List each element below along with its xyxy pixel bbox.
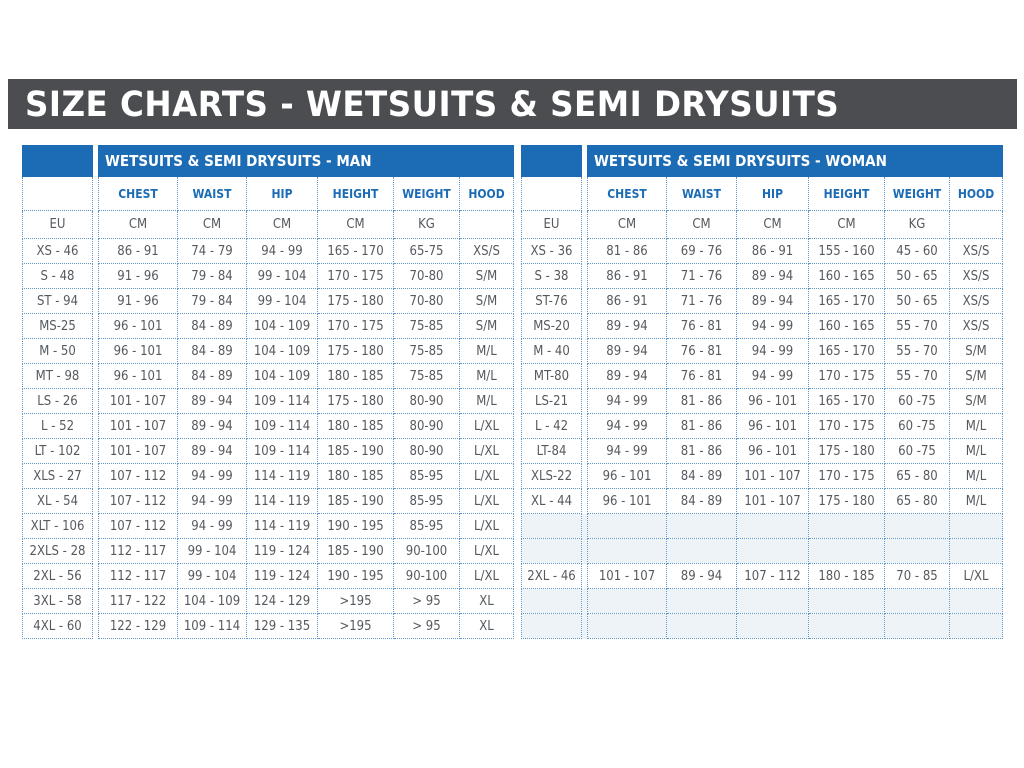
value-cell: M/L [460,364,514,389]
value-cell: 107 - 112 [99,464,178,489]
value-cell: 94 - 99 [737,339,809,364]
header-blank-cell [23,177,93,211]
value-cell: L/XL [460,564,514,589]
value-cell: 175 - 180 [318,339,394,364]
value-cell: 55 - 70 [885,364,950,389]
value-cell: 124 - 129 [247,589,318,614]
value-cell: XS/S [950,289,1003,314]
value-cell: 119 - 124 [247,564,318,589]
value-cell: >195 [318,589,394,614]
value-cell: L/XL [460,514,514,539]
value-cell: 170 - 175 [809,364,885,389]
value-cell: 109 - 114 [247,389,318,414]
empty-cell [667,589,737,614]
value-cell: M/L [950,489,1003,514]
empty-cell [737,614,809,639]
value-cell: 101 - 107 [99,389,178,414]
value-cell: M/L [460,389,514,414]
table-row [23,314,514,339]
value-cell: 96 - 101 [588,464,667,489]
value-cell: 104 - 109 [247,339,318,364]
table-row [522,489,1003,514]
unit-cell: KG [394,211,460,239]
value-cell: 71 - 76 [667,264,737,289]
table-row [522,339,1003,364]
value-cell: 94 - 99 [178,514,247,539]
man-header-row [23,177,514,211]
size-cell: 3XL - 58 [23,589,93,614]
value-cell: 109 - 114 [178,614,247,639]
value-cell: 84 - 89 [667,464,737,489]
value-cell: 107 - 112 [99,489,178,514]
column-header: HIP [737,177,809,211]
value-cell: 190 - 195 [318,514,394,539]
column-header: WAIST [178,177,247,211]
value-cell: 114 - 119 [247,489,318,514]
woman-corner-cell [522,146,582,177]
unit-cell: CM [588,211,667,239]
table-row [522,264,1003,289]
value-cell: S/M [950,389,1003,414]
value-cell: 165 - 170 [809,339,885,364]
table-row [23,589,514,614]
table-row [23,414,514,439]
value-cell: 96 - 101 [737,389,809,414]
unit-cell: CM [178,211,247,239]
man-title-row [23,146,514,177]
value-cell: 99 - 104 [247,289,318,314]
table-row [522,364,1003,389]
size-cell: XS - 46 [23,239,93,264]
value-cell: 185 - 190 [318,539,394,564]
empty-cell [588,614,667,639]
value-cell: 175 - 180 [809,489,885,514]
value-cell: 180 - 185 [318,414,394,439]
value-cell: 122 - 129 [99,614,178,639]
value-cell: 165 - 170 [809,289,885,314]
unit-cell: CM [809,211,885,239]
value-cell: 165 - 170 [809,389,885,414]
value-cell: 60 -75 [885,389,950,414]
value-cell: 107 - 112 [99,514,178,539]
column-header: WEIGHT [885,177,950,211]
value-cell: 80-90 [394,414,460,439]
table-row [23,564,514,589]
unit-cell: EU [23,211,93,239]
value-cell: 104 - 109 [247,364,318,389]
size-cell: M - 50 [23,339,93,364]
woman-title-row [522,146,1003,177]
value-cell: 170 - 175 [318,264,394,289]
size-cell: XLS-22 [522,464,582,489]
value-cell: 89 - 94 [588,314,667,339]
value-cell: 90-100 [394,539,460,564]
size-cell: LT - 102 [23,439,93,464]
value-cell: 104 - 109 [178,589,247,614]
table-row [522,289,1003,314]
value-cell: 119 - 124 [247,539,318,564]
table-row [23,489,514,514]
value-cell: > 95 [394,614,460,639]
value-cell: 94 - 99 [588,414,667,439]
size-cell: MT-80 [522,364,582,389]
value-cell: 89 - 94 [588,364,667,389]
value-cell: L/XL [460,464,514,489]
table-row [23,239,514,264]
value-cell: L/XL [950,564,1003,589]
size-cell: LS - 26 [23,389,93,414]
empty-table-row [522,589,1003,614]
value-cell: 55 - 70 [885,339,950,364]
empty-cell [588,589,667,614]
table-row [522,439,1003,464]
value-cell: 65-75 [394,239,460,264]
value-cell: M/L [950,414,1003,439]
value-cell: 160 - 165 [809,264,885,289]
value-cell: M/L [950,439,1003,464]
value-cell: 85-95 [394,489,460,514]
table-row [23,439,514,464]
value-cell: 94 - 99 [247,239,318,264]
empty-cell [950,589,1003,614]
empty-cell [809,589,885,614]
column-header: HOOD [950,177,1003,211]
value-cell: 89 - 94 [667,564,737,589]
table-row [522,564,1003,589]
value-cell: 75-85 [394,364,460,389]
value-cell: 74 - 79 [178,239,247,264]
size-cell: ST - 94 [23,289,93,314]
value-cell: 70-80 [394,264,460,289]
table-row [522,314,1003,339]
empty-cell [667,514,737,539]
value-cell: L/XL [460,439,514,464]
value-cell: 76 - 81 [667,364,737,389]
value-cell: 114 - 119 [247,514,318,539]
column-header: HEIGHT [318,177,394,211]
man-table-title: WETSUITS & SEMI DRYSUITS - MAN [99,146,514,177]
value-cell: 185 - 190 [318,489,394,514]
size-cell: S - 38 [522,264,582,289]
value-cell: 89 - 94 [178,414,247,439]
empty-cell [950,539,1003,564]
table-row [23,339,514,364]
unit-cell: CM [667,211,737,239]
value-cell: 94 - 99 [178,489,247,514]
empty-cell [737,539,809,564]
value-cell: 75-85 [394,339,460,364]
size-cell: LT-84 [522,439,582,464]
size-cell: 4XL - 60 [23,614,93,639]
size-cell: XS - 36 [522,239,582,264]
value-cell: 85-95 [394,464,460,489]
table-row [23,464,514,489]
value-cell: 94 - 99 [178,464,247,489]
column-header: WEIGHT [394,177,460,211]
value-cell: XS/S [460,239,514,264]
value-cell: 50 - 65 [885,264,950,289]
value-cell: 65 - 80 [885,489,950,514]
size-cell: MT - 98 [23,364,93,389]
size-cell: MS-20 [522,314,582,339]
value-cell: 89 - 94 [588,339,667,364]
value-cell: 50 - 65 [885,289,950,314]
value-cell: 129 - 135 [247,614,318,639]
value-cell: 170 - 175 [809,464,885,489]
table-row [23,539,514,564]
value-cell: 104 - 109 [247,314,318,339]
value-cell: M/L [460,339,514,364]
page-title: SIZE CHARTS - WETSUITS & SEMI DRYSUITS [25,85,840,125]
value-cell: 76 - 81 [667,339,737,364]
empty-table-row [522,614,1003,639]
unit-cell: CM [99,211,178,239]
empty-cell [667,614,737,639]
value-cell: 70-80 [394,289,460,314]
value-cell: 101 - 107 [737,489,809,514]
value-cell: 75-85 [394,314,460,339]
empty-cell [809,539,885,564]
value-cell: XS/S [950,264,1003,289]
value-cell: 86 - 91 [737,239,809,264]
value-cell: 60 -75 [885,414,950,439]
table-row [522,389,1003,414]
value-cell: 180 - 185 [318,464,394,489]
value-cell: 96 - 101 [737,439,809,464]
value-cell: 86 - 91 [99,239,178,264]
empty-cell [588,539,667,564]
value-cell: 180 - 185 [809,564,885,589]
value-cell: 71 - 76 [667,289,737,314]
empty-cell [667,539,737,564]
value-cell: XS/S [950,314,1003,339]
value-cell: 84 - 89 [178,339,247,364]
value-cell: 84 - 89 [178,364,247,389]
unit-cell [950,211,1003,239]
value-cell: XL [460,614,514,639]
size-cell: XLS - 27 [23,464,93,489]
value-cell: M/L [950,464,1003,489]
empty-cell [737,514,809,539]
woman-size-table [521,145,1003,639]
value-cell: 117 - 122 [99,589,178,614]
value-cell: 65 - 80 [885,464,950,489]
table-row [23,264,514,289]
empty-table-row [522,539,1003,564]
woman-header-row [522,177,1003,211]
value-cell: 185 - 190 [318,439,394,464]
table-row [23,289,514,314]
value-cell: 70 - 85 [885,564,950,589]
value-cell: 90-100 [394,564,460,589]
header-blank-cell [522,177,582,211]
empty-cell [885,539,950,564]
value-cell: 114 - 119 [247,464,318,489]
value-cell: 109 - 114 [247,439,318,464]
unit-cell [460,211,514,239]
value-cell: 89 - 94 [178,439,247,464]
size-cell: MS-25 [23,314,93,339]
value-cell: 101 - 107 [588,564,667,589]
value-cell: 112 - 117 [99,564,178,589]
size-cell: S - 48 [23,264,93,289]
value-cell: 94 - 99 [588,389,667,414]
value-cell: S/M [950,339,1003,364]
value-cell: 79 - 84 [178,264,247,289]
value-cell: 55 - 70 [885,314,950,339]
value-cell: 89 - 94 [737,264,809,289]
value-cell: XS/S [950,239,1003,264]
table-row [23,614,514,639]
size-cell: 2XL - 46 [522,564,582,589]
empty-cell [885,589,950,614]
value-cell: 96 - 101 [99,314,178,339]
table-row [522,464,1003,489]
column-header: CHEST [588,177,667,211]
empty-cell [950,614,1003,639]
value-cell: L/XL [460,414,514,439]
value-cell: 45 - 60 [885,239,950,264]
value-cell: 91 - 96 [99,264,178,289]
unit-cell: EU [522,211,582,239]
value-cell: 180 - 185 [318,364,394,389]
value-cell: 60 -75 [885,439,950,464]
empty-cell [809,614,885,639]
value-cell: 99 - 104 [178,539,247,564]
value-cell: 155 - 160 [809,239,885,264]
value-cell: 89 - 94 [178,389,247,414]
table-row [522,239,1003,264]
column-header: WAIST [667,177,737,211]
table-row [23,514,514,539]
value-cell: 94 - 99 [737,314,809,339]
man-unit-row [23,211,514,239]
column-header: HEIGHT [809,177,885,211]
woman-table-title: WETSUITS & SEMI DRYSUITS - WOMAN [588,146,1003,177]
table-row [522,414,1003,439]
value-cell: 81 - 86 [667,439,737,464]
value-cell: 86 - 91 [588,264,667,289]
value-cell: 81 - 86 [588,239,667,264]
size-cell: XL - 44 [522,489,582,514]
value-cell: 107 - 112 [737,564,809,589]
value-cell: S/M [460,264,514,289]
value-cell: 190 - 195 [318,564,394,589]
value-cell: 175 - 180 [809,439,885,464]
value-cell: 175 - 180 [318,289,394,314]
value-cell: 76 - 81 [667,314,737,339]
table-row [23,364,514,389]
column-header: HIP [247,177,318,211]
size-cell: LS-21 [522,389,582,414]
empty-cell [950,514,1003,539]
value-cell: 69 - 76 [667,239,737,264]
value-cell: 94 - 99 [737,364,809,389]
page-banner [8,79,1017,129]
size-cell: L - 42 [522,414,582,439]
value-cell: XL [460,589,514,614]
value-cell: 80-90 [394,389,460,414]
value-cell: 96 - 101 [99,339,178,364]
value-cell: >195 [318,614,394,639]
value-cell: S/M [460,314,514,339]
woman-unit-row [522,211,1003,239]
value-cell: 81 - 86 [667,414,737,439]
value-cell: 101 - 107 [99,439,178,464]
value-cell: 99 - 104 [247,264,318,289]
value-cell: 99 - 104 [178,564,247,589]
value-cell: 85-95 [394,514,460,539]
value-cell: 109 - 114 [247,414,318,439]
size-cell: XL - 54 [23,489,93,514]
value-cell: > 95 [394,589,460,614]
value-cell: 81 - 86 [667,389,737,414]
value-cell: S/M [950,364,1003,389]
value-cell: 89 - 94 [737,289,809,314]
unit-cell: CM [737,211,809,239]
value-cell: 170 - 175 [809,414,885,439]
value-cell: 101 - 107 [737,464,809,489]
size-cell: ST-76 [522,289,582,314]
value-cell: L/XL [460,539,514,564]
value-cell: 165 - 170 [318,239,394,264]
value-cell: 170 - 175 [318,314,394,339]
empty-table-row [522,514,1003,539]
value-cell: 79 - 84 [178,289,247,314]
empty-cell [588,514,667,539]
value-cell: 86 - 91 [588,289,667,314]
value-cell: 101 - 107 [99,414,178,439]
empty-cell [522,514,582,539]
value-cell: 84 - 89 [178,314,247,339]
unit-cell: CM [318,211,394,239]
value-cell: 91 - 96 [99,289,178,314]
column-header: CHEST [99,177,178,211]
value-cell: 160 - 165 [809,314,885,339]
value-cell: L/XL [460,489,514,514]
size-cell: 2XLS - 28 [23,539,93,564]
value-cell: 96 - 101 [588,489,667,514]
size-cell: M - 40 [522,339,582,364]
size-cell: XLT - 106 [23,514,93,539]
man-size-table [22,145,514,639]
empty-cell [737,589,809,614]
empty-cell [885,514,950,539]
value-cell: 175 - 180 [318,389,394,414]
unit-cell: CM [247,211,318,239]
value-cell: S/M [460,289,514,314]
empty-cell [522,539,582,564]
value-cell: 84 - 89 [667,489,737,514]
empty-cell [522,614,582,639]
value-cell: 96 - 101 [737,414,809,439]
column-header: HOOD [460,177,514,211]
man-corner-cell [23,146,93,177]
size-cell: 2XL - 56 [23,564,93,589]
value-cell: 96 - 101 [99,364,178,389]
unit-cell: KG [885,211,950,239]
table-row [23,389,514,414]
value-cell: 112 - 117 [99,539,178,564]
value-cell: 94 - 99 [588,439,667,464]
empty-cell [809,514,885,539]
empty-cell [885,614,950,639]
value-cell: 80-90 [394,439,460,464]
size-cell: L - 52 [23,414,93,439]
empty-cell [522,589,582,614]
